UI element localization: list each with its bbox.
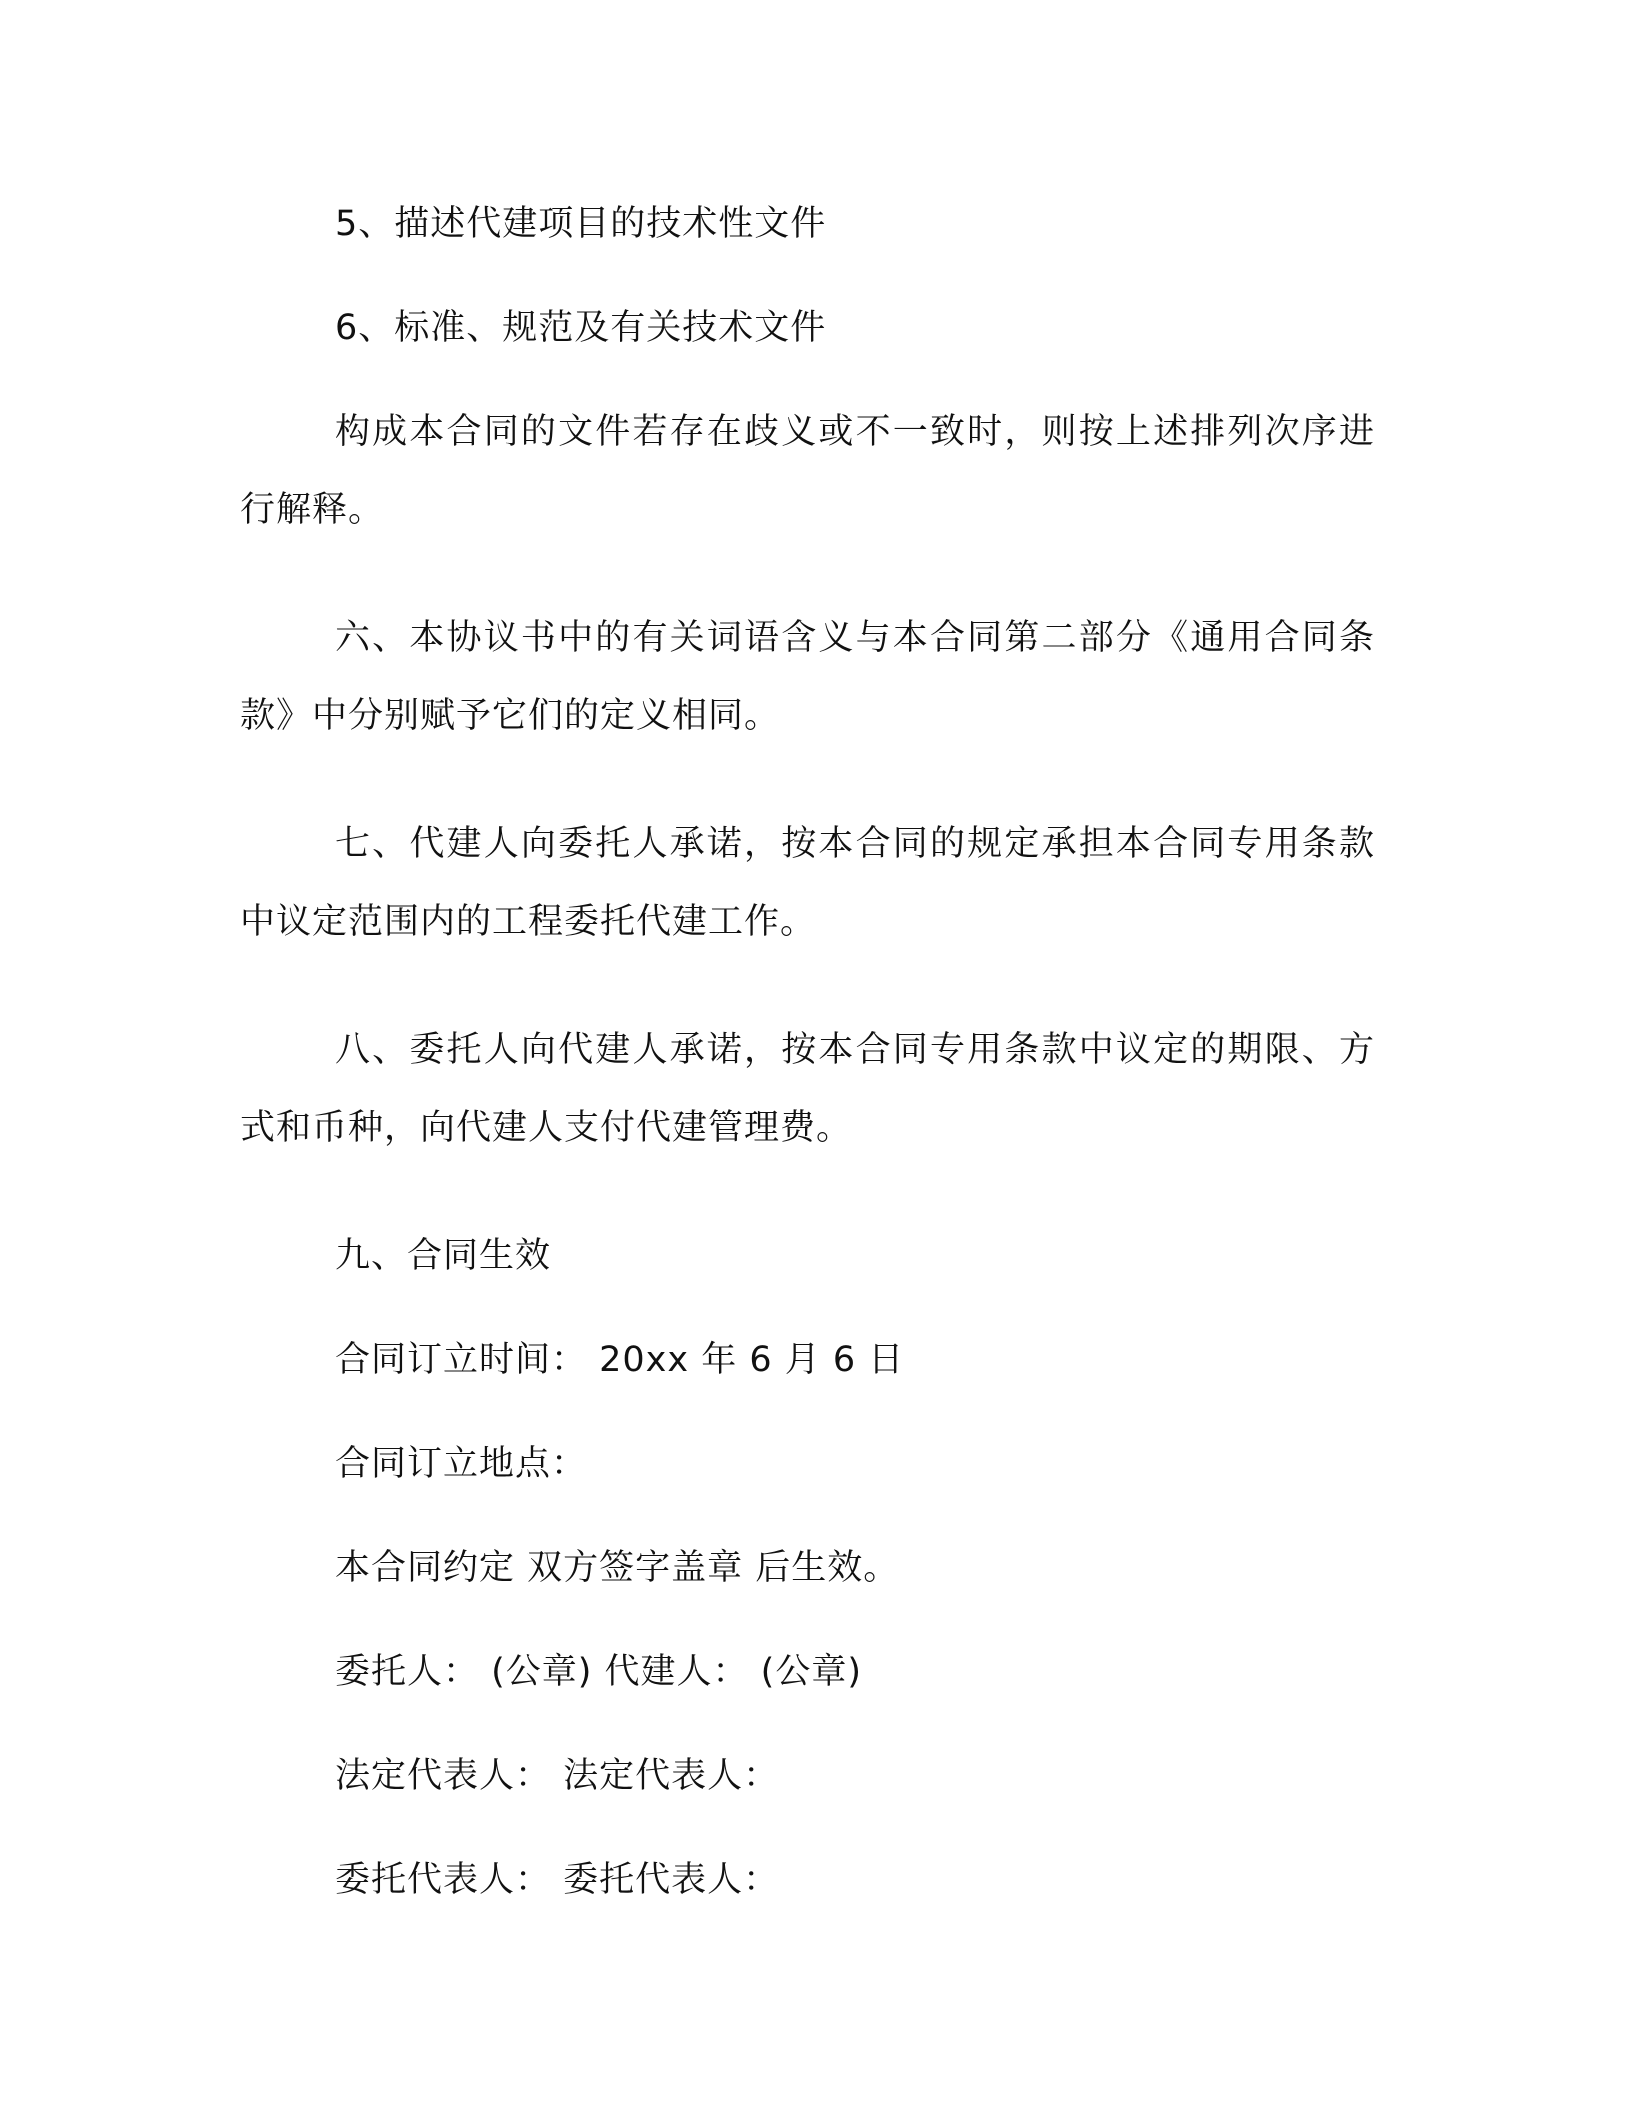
- document-body: [240, 185, 1375, 1945]
- clause-5-technical-documents: 5、描述代建项目的技术性文件: [335, 204, 827, 244]
- contract-place: 合同订立地点：: [335, 1444, 588, 1484]
- section-9-contract-effect: 九、合同生效: [335, 1236, 552, 1276]
- party-seals: 委托人： (公章) 代建人： (公章): [335, 1652, 862, 1692]
- clause-6-standards: 6、标准、规范及有关技术文件: [335, 308, 827, 348]
- interpretation-order: 构成本合同的文件若存在歧义或不一致时，则按上述排列次序进行解释。: [240, 412, 1375, 530]
- effective-condition: 本合同约定 双方签字盖章 后生效。: [335, 1548, 900, 1588]
- section-7-agent-commitment: 七、代建人向委托人承诺，按本合同的规定承担本合同专用条款中议定范围内的工程委托代建工作。: [240, 824, 1375, 942]
- section-8-client-commitment: 八、委托人向代建人承诺，按本合同专用条款中议定的期限、方式和币种，向代建人支付代建管理费。: [240, 1030, 1375, 1148]
- section-6-definitions: 六、本协议书中的有关词语含义与本合同第二部分《通用合同条款》中分别赋予它们的定义相同。: [240, 618, 1375, 736]
- authorized-representatives: 委托代表人： 委托代表人：: [335, 1860, 780, 1900]
- legal-representatives: 法定代表人： 法定代表人：: [335, 1756, 780, 1796]
- contract-date: 合同订立时间： 20xx 年 6 月 6 日: [335, 1340, 905, 1380]
